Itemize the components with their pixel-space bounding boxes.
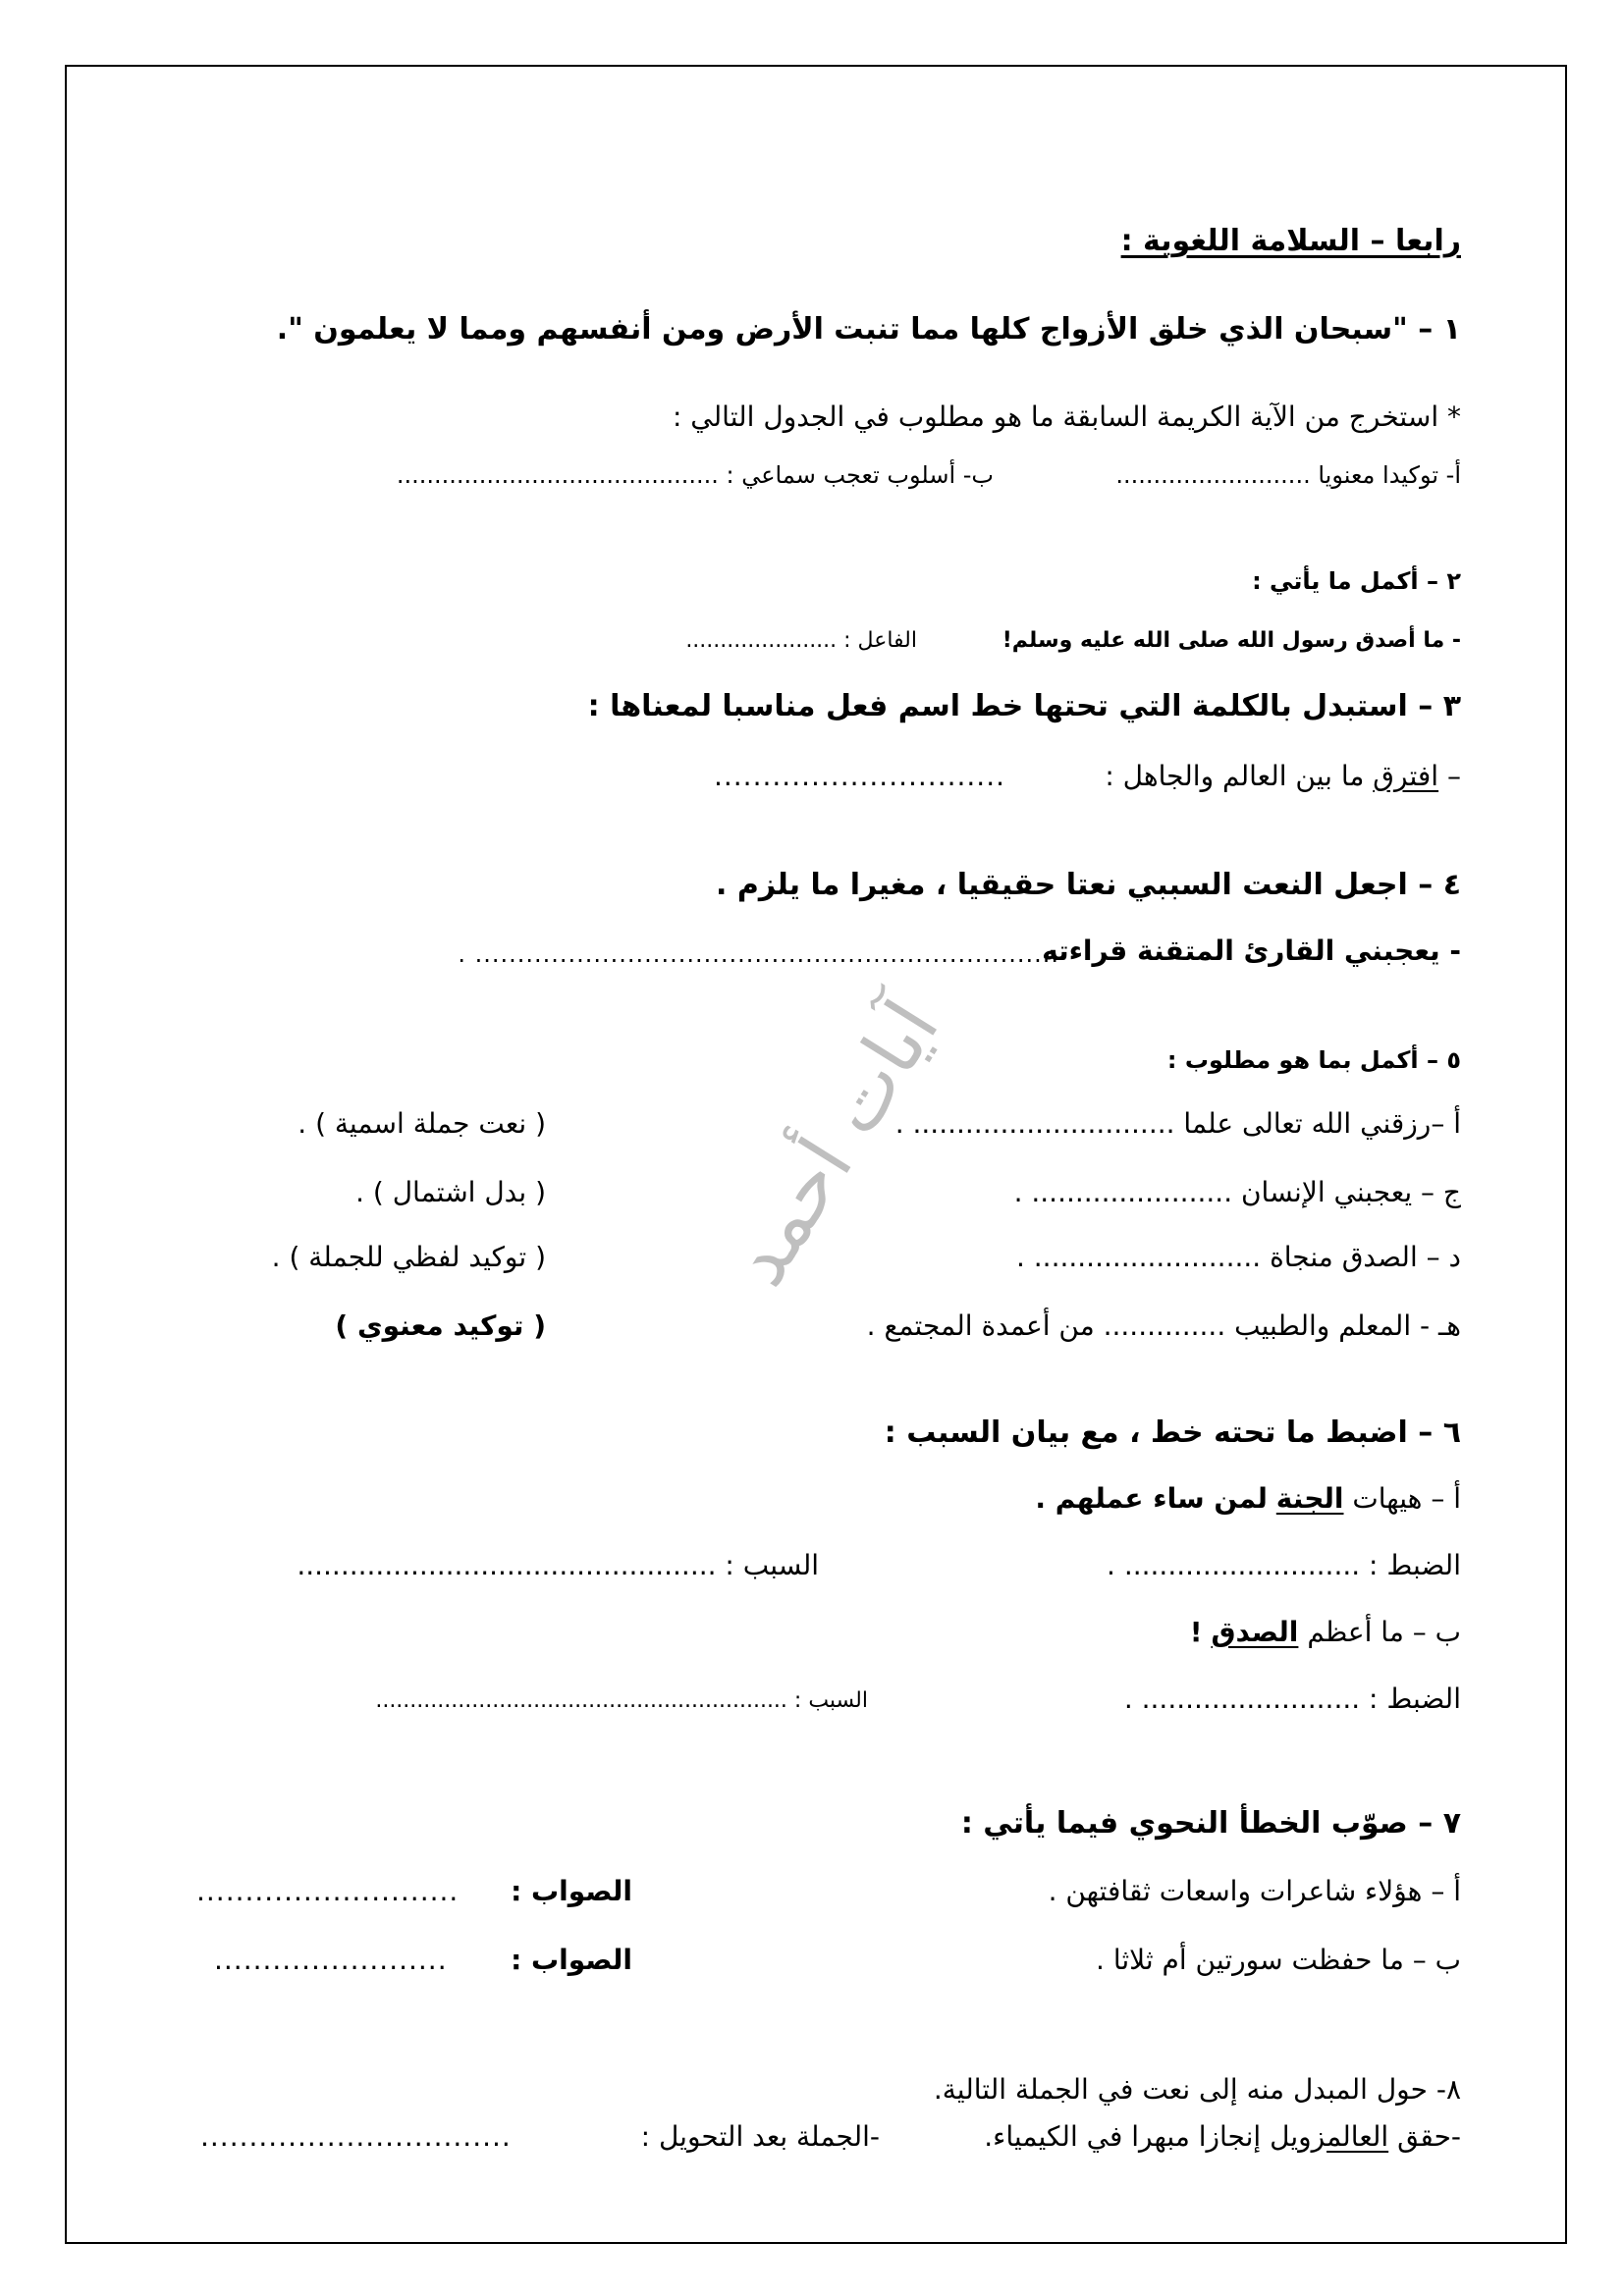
q6-b-rest: ! <box>1189 1616 1203 1648</box>
q6-a-sabab: السبب : ................................................ <box>297 1549 819 1581</box>
q1-verse: ١ – "سبحان الذي خلق الأزواج كلها مما تنبت الأرض ومن أنفسهم ومما لا يعلمون ". <box>276 312 1461 347</box>
q6-title: ٦ – اضبط ما تحته خط ، مع بيان السبب : <box>884 1415 1461 1450</box>
q8-underlined-word: العالم <box>1326 2120 1389 2153</box>
q6-b-underlined-word: الصدق <box>1211 1616 1299 1648</box>
q2-answer: الفاعل : ...................... <box>685 628 917 653</box>
q5-title: ٥ – أكمل بما هو مطلوب : <box>1166 1046 1461 1074</box>
q3-sentence <box>1105 760 1461 792</box>
q5-item-d: د – الصدق منجاة .......................... . <box>1015 1241 1461 1273</box>
q4-title: ٤ – اجعل النعت السببي نعتا حقيقيا ، مغيرا ما يلزم . <box>716 868 1461 902</box>
q8-title: ٨- حول المبدل منه إلى نعت في الجملة التالية. <box>933 2073 1461 2106</box>
q1-item-a: أ- توكيدا معنويا .......................... <box>1115 461 1461 489</box>
q2-title: ٢ – أكمل ما يأتي : <box>1252 567 1461 595</box>
q5-hint-d: ( توكيد لفظي للجملة ) . <box>271 1241 546 1273</box>
q7-b-label: الصواب : <box>511 1944 632 1976</box>
q1-item-b: ب- أسلوب تعجب سماعي : ........................................... <box>396 461 994 489</box>
q5-item-h: هـ - المعلم والطبيب .............. من أعمدة المجتمع . <box>866 1309 1461 1342</box>
q5-item-c: ج – يعجبني الإنسان ....................... . <box>1013 1176 1461 1208</box>
q3-prefix: – <box>1447 760 1461 792</box>
q3-title: ٣ – استبدل بالكلمة التي تحتها خط اسم فعل مناسبا لمعناها : <box>587 689 1461 723</box>
q6-a-prefix: أ – هيهات <box>1352 1482 1461 1515</box>
q4-sentence: - يعجبني القارئ المتقنة قراءته <box>1042 934 1461 967</box>
q6-b-prefix: ب – ما أعظم <box>1307 1616 1461 1648</box>
q8-after-dots: ................................ <box>200 2120 512 2153</box>
q3-answer-dots: .............................. <box>713 760 1005 792</box>
q7-item-a: أ – هؤلاء شاعرات واسعات ثقافتهن . <box>1048 1875 1461 1907</box>
q5-hint-h: ( توكيد معنوي ) <box>335 1309 546 1342</box>
q2-sentence: - ما أصدق رسول الله صلى الله عليه وسلم! <box>1001 628 1461 653</box>
watermark: آيات أحمد <box>714 986 956 1302</box>
q7-a-label: الصواب : <box>511 1875 632 1907</box>
q8-rest: زويل إنجازا مبهرا في الكيمياء. <box>984 2120 1327 2153</box>
q8-sentence <box>984 2120 1461 2153</box>
q7-b-dots: ........................ <box>214 1944 448 1976</box>
q7-item-b: ب – ما حفظت سورتين أم ثلاثا . <box>1096 1944 1461 1976</box>
q5-hint-a: ( نعت جملة اسمية ) . <box>298 1107 546 1140</box>
q6-b-sabab: السبب : ............................................................ <box>375 1688 868 1713</box>
q6-item-a <box>1035 1482 1461 1515</box>
q6-a-dabt: الضبط : ........................... . <box>1107 1549 1461 1581</box>
section-title: رابعا – السلامة اللغوية : <box>1120 224 1461 258</box>
q6-a-rest: لمن ساء عملهم . <box>1035 1482 1268 1515</box>
q4-answer-dots: . ..................................................................... <box>458 940 1059 968</box>
q3-underlined-word: افترق <box>1373 760 1439 792</box>
q6-b-dabt: الضبط : ......................... . <box>1123 1682 1461 1715</box>
q7-title: ٧ – صوّب الخطأ النحوي فيما يأتي : <box>960 1806 1461 1841</box>
q8-prefix: -حقق <box>1397 2120 1461 2153</box>
q3-rest: ما بين العالم والجاهل : <box>1105 760 1365 792</box>
q6-a-underlined-word: الجنة <box>1275 1482 1344 1515</box>
q5-hint-c: ( بدل اشتمال ) . <box>355 1176 546 1208</box>
q7-a-dots: ........................... <box>196 1875 460 1907</box>
q5-item-a: أ –رزقني الله تعالى علما .............................. . <box>894 1107 1461 1140</box>
q8-after-label: -الجملة بعد التحويل : <box>640 2120 880 2153</box>
q6-item-b <box>1190 1616 1461 1648</box>
q1-instruction: * استخرج من الآية الكريمة السابقة ما هو مطلوب في الجدول التالي : <box>672 400 1461 433</box>
